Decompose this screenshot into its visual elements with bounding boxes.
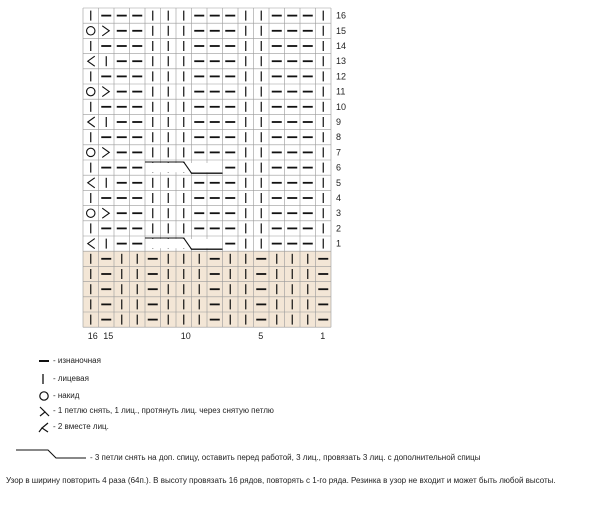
- row-number: 3: [336, 208, 342, 219]
- row-number: 9: [336, 117, 342, 127]
- row-number: 6: [336, 162, 342, 173]
- row-number: 14: [336, 41, 347, 51]
- row-number: 5: [336, 177, 342, 188]
- k2tog-symbol-icon: [38, 421, 50, 433]
- row-number: 7: [336, 147, 342, 158]
- legend-cable-label: - 3 петли снять на доп. спицу, оставить перед работой, 3 лиц., провязать 3 лиц. с дополнительной спицы: [90, 453, 481, 462]
- legend-purl-label: - изнаночная: [53, 356, 101, 365]
- legend-yarn-over-label: - накид: [53, 391, 80, 400]
- row-number: 16: [336, 10, 347, 21]
- row-number: 1: [336, 238, 342, 249]
- row-number: 4: [336, 193, 342, 203]
- legend-knit-label: - лицевая: [53, 374, 89, 383]
- yarn-over-symbol-icon: [38, 390, 50, 402]
- row-number: 10: [336, 101, 347, 112]
- row-number: 13: [336, 56, 347, 67]
- row-number: 12: [336, 71, 347, 82]
- legend-slip-knit-pass-label: - 1 петлю снять, 1 лиц., протянуть лиц. через снятую петлю: [53, 406, 274, 415]
- cable-symbol-icon: [16, 448, 88, 460]
- row-number: 15: [336, 25, 347, 36]
- slip-knit-pass-symbol-icon: [38, 405, 50, 417]
- column-number: 16: [87, 331, 98, 342]
- knit-symbol-icon: [38, 373, 48, 385]
- column-number: 10: [180, 331, 191, 342]
- column-number: 15: [103, 331, 114, 342]
- row-number: 8: [336, 132, 342, 143]
- row-number: 11: [336, 86, 346, 97]
- purl-symbol-icon: [38, 356, 52, 366]
- pattern-note: Узор в ширину повторить 4 раза (64п.). В высоту провязать 16 рядов, повторять с 1-го ряда. Резинка в узор не входит и может быть любой высоты.: [6, 476, 556, 485]
- column-number: 5: [258, 331, 264, 342]
- row-number: 2: [336, 223, 342, 234]
- legend-k2tog-label: - 2 вместе лиц.: [53, 422, 109, 431]
- column-number: 1: [320, 331, 326, 342]
